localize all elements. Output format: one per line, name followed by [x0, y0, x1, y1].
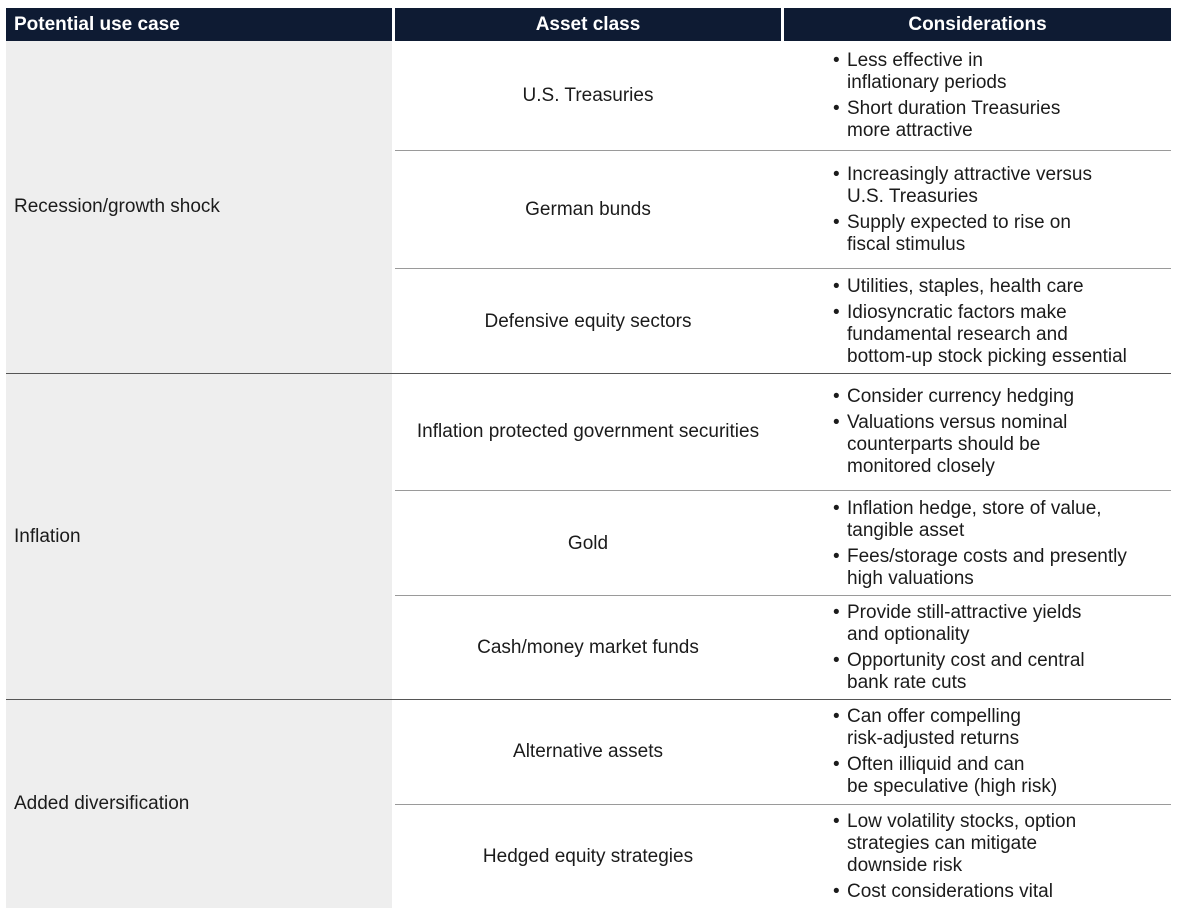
table-row [395, 490, 1171, 596]
asset-class-cell: Inflation protected government securities [416, 421, 760, 442]
asset-class-cell: Hedged equity strategies [482, 846, 694, 867]
considerations-cell [833, 491, 1163, 596]
consideration-bullet: • Can offer compelling risk-adjusted returns [833, 706, 1163, 750]
considerations-cell [833, 700, 1163, 804]
considerations-cell [833, 374, 1163, 490]
consideration-bullet: • Opportunity cost and central bank rate cuts [833, 650, 1163, 694]
considerations-cell [833, 269, 1163, 374]
table-row [395, 268, 1171, 374]
table-row [395, 41, 1171, 150]
considerations-cell [833, 596, 1163, 700]
header-considerations: Considerations [784, 8, 1171, 41]
consideration-bullet: • Consider currency hedging [833, 386, 1163, 408]
table-row [395, 804, 1171, 909]
header-asset-class: Asset class [395, 8, 781, 41]
asset-class-cell: Gold [567, 532, 609, 554]
table-row [395, 150, 1171, 268]
consideration-bullet: • Supply expected to rise on fiscal stimulus [833, 212, 1163, 256]
consideration-bullet: • Valuations versus nominal counterparts should be monitored closely [833, 412, 1163, 478]
use-case-recession-growth-shock: Recession/growth shock [6, 41, 392, 373]
consideration-bullet: • Less effective in inflationary periods [833, 50, 1163, 94]
asset-class-cell: Defensive equity sectors [484, 310, 692, 332]
asset-class-cell: U.S. Treasuries [522, 84, 654, 106]
consideration-bullet: • Inflation hedge, store of value, tangible asset [833, 498, 1163, 542]
consideration-bullet: • Cost considerations vital [833, 881, 1163, 903]
asset-class-cell: Cash/money market funds [477, 637, 699, 658]
header-potential-use-case: Potential use case [6, 8, 392, 41]
consideration-bullet: • Idiosyncratic factors make fundamental research and bottom-up stock picking essential [833, 302, 1163, 368]
considerations-cell [833, 805, 1163, 909]
table-row [395, 700, 1171, 804]
use-case-added-diversification: Added diversification [6, 700, 392, 908]
table-row [395, 374, 1171, 490]
consideration-bullet: • Fees/storage costs and presently high valuations [833, 546, 1163, 590]
consideration-bullet: • Low volatility stocks, option strategies can mitigate downside risk [833, 811, 1163, 877]
table-row [395, 595, 1171, 700]
consideration-bullet: • Often illiquid and can be speculative (high risk) [833, 754, 1163, 798]
consideration-bullet: • Increasingly attractive versus U.S. Treasuries [833, 164, 1163, 208]
asset-class-cell: German bunds [525, 198, 651, 220]
consideration-bullet: • Short duration Treasuries more attractive [833, 98, 1163, 142]
use-case-inflation: Inflation [6, 374, 392, 699]
consideration-bullet: • Utilities, staples, health care [833, 276, 1163, 298]
considerations-cell [833, 41, 1163, 150]
consideration-bullet: • Provide still-attractive yields and optionality [833, 602, 1163, 646]
considerations-cell [833, 151, 1163, 268]
asset-class-cell: Alternative assets [513, 741, 663, 762]
